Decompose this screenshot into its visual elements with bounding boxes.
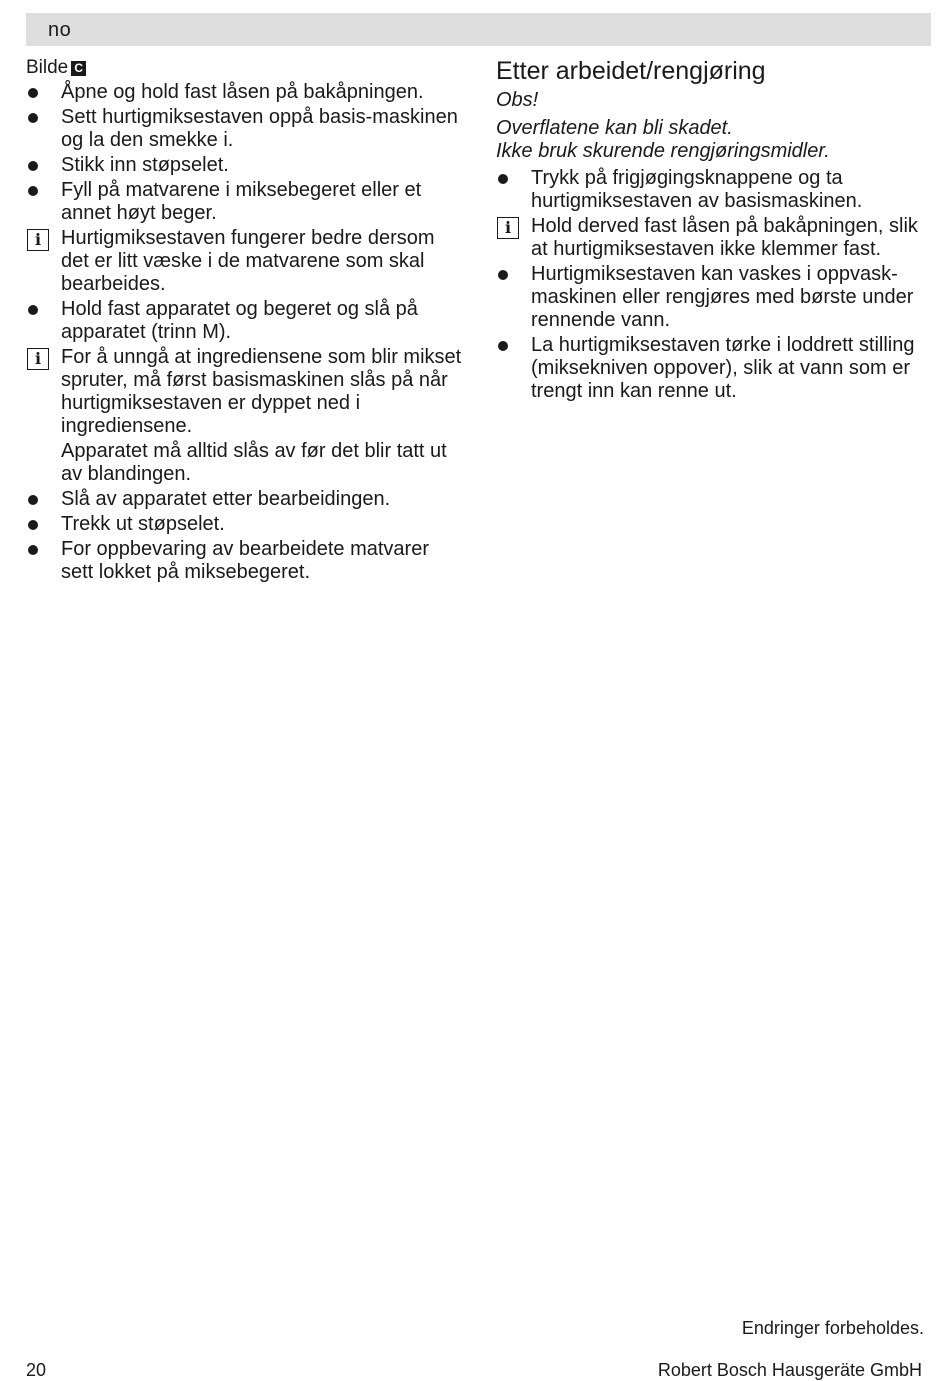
info-note-continuation: Apparatet må alltid slås av før det blir tatt ut av blandingen. (61, 440, 447, 485)
bullet-dot-icon (498, 174, 508, 184)
bullet-dot-icon (28, 186, 38, 196)
item-text: Hold fast apparatet og begeret og slå på apparatet (trinn M). (61, 298, 418, 343)
list-item (496, 167, 936, 213)
list-item (26, 298, 466, 344)
list-item (26, 154, 466, 177)
info-note (26, 227, 466, 296)
bullet-dot-icon (28, 161, 38, 171)
item-text: La hurtigmiksestaven tørke i loddrett stilling (miksekniven oppover), slik at vann som er trengt inn kan renne ut. (531, 334, 915, 402)
figure-badge-icon: C (71, 61, 86, 76)
bullet-dot-icon (498, 270, 508, 280)
warning-line: Overflatene kan bli skadet. (496, 117, 733, 139)
item-text: For oppbevaring av bearbeidete matvarer sett lokket på miksebegeret. (61, 538, 429, 583)
bullet-dot-icon (28, 495, 38, 505)
item-text: For å unngå at ingrediensene som blir mikset spruter, må først basismaskinen slås på når hurtigmiksestaven er dyppet ned i ingrediensene. (61, 346, 462, 437)
list-item (26, 106, 466, 152)
list-item (496, 263, 936, 332)
item-text: Slå av apparatet etter bearbeidingen. (61, 488, 391, 510)
list-item (496, 334, 936, 403)
left-column (26, 56, 466, 586)
item-text: Trykk på frigjøgingsknappene og ta hurtigmiksestaven av basismaskinen. (531, 167, 863, 212)
item-text: Åpne og hold fast låsen på bakåpningen. (61, 81, 424, 103)
publisher-name: Robert Bosch Hausgeräte GmbH (657, 1360, 922, 1380)
item-text: Sett hurtigmiksestaven oppå basis-maskinen og la den smekke i. (61, 106, 458, 151)
item-text: Trekk ut støpselet. (61, 513, 225, 535)
figure-reference (26, 56, 466, 80)
bullet-dot-icon (28, 88, 38, 98)
item-text: Hold derved fast låsen på bakåpningen, slik at hurtigmiksestaven ikke klemmer fast. (531, 215, 918, 260)
warning-line: Ikke bruk skurende rengjøringsmidler. (496, 140, 830, 162)
bullet-dot-icon (498, 341, 508, 351)
info-note (496, 215, 936, 261)
item-text: Fyll på matvarene i miksebegeret eller et annet høyt beger. (61, 179, 422, 224)
info-i-icon: i (497, 217, 519, 239)
list-item (26, 81, 466, 104)
bullet-dot-icon (28, 520, 38, 530)
list-item (26, 538, 466, 584)
list-item (26, 488, 466, 511)
item-text: Hurtigmiksestaven fungerer bedre dersom det er litt væske i de matvarene som skal bearbeides. (61, 227, 435, 295)
page-number: 20 (26, 1360, 47, 1380)
figure-label: Bilde (26, 57, 69, 78)
bullet-dot-icon (28, 305, 38, 315)
item-text: Hurtigmiksestaven kan vaskes i oppvask-maskinen eller rengjøres med børste under rennende vann. (531, 263, 914, 331)
item-text: Stikk inn støpselet. (61, 154, 229, 176)
warning-title: Obs! (496, 89, 539, 111)
bullet-dot-icon (28, 545, 38, 555)
info-i-icon: i (27, 229, 49, 251)
list-item (26, 513, 466, 536)
right-column (496, 56, 936, 405)
info-i-icon: i (27, 348, 49, 370)
footer-note: Endringer forbeholdes. (741, 1318, 924, 1338)
section-title: Etter arbeidet/rengjøring (496, 57, 766, 85)
bullet-dot-icon (28, 113, 38, 123)
info-note (26, 346, 466, 438)
language-code: no (48, 19, 72, 41)
list-item (26, 179, 466, 225)
header-bar (26, 13, 931, 46)
